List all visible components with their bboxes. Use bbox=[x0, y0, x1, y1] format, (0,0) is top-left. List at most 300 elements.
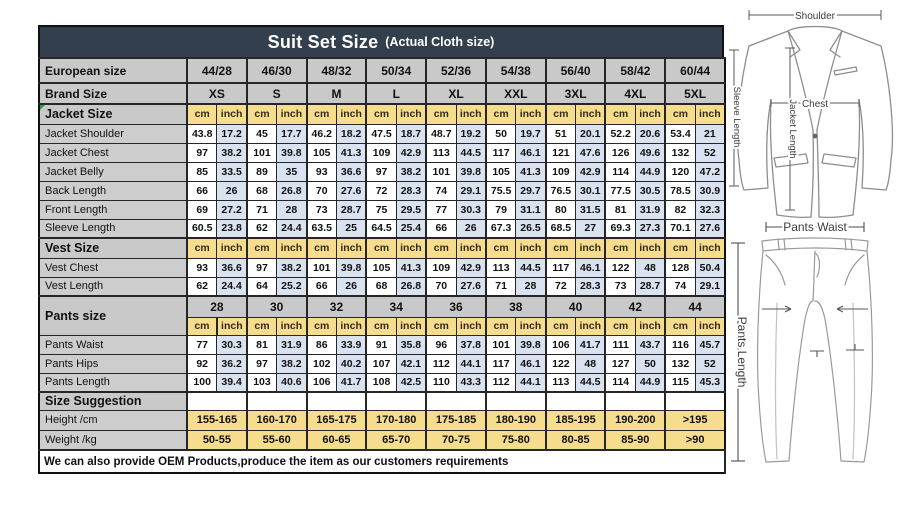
pants-size-value: 28 bbox=[187, 296, 247, 317]
suggestion-cell: 155-165 bbox=[187, 410, 247, 430]
data-cell: 25.2 bbox=[277, 277, 307, 296]
empty-cell bbox=[486, 392, 546, 410]
data-cell: 113 bbox=[546, 373, 576, 392]
european-size-value: 44/28 bbox=[187, 58, 247, 83]
data-cell: 101 bbox=[426, 162, 456, 181]
row-label: Front Length bbox=[39, 200, 187, 219]
brand-size-value: L bbox=[366, 83, 426, 104]
data-cell: 70.1 bbox=[665, 219, 695, 238]
data-cell: 28.7 bbox=[635, 277, 665, 296]
unit-cm-header: cm bbox=[187, 238, 217, 258]
data-cell: 42.9 bbox=[576, 162, 606, 181]
data-cell: 45.7 bbox=[695, 335, 725, 354]
data-cell: 31.5 bbox=[576, 200, 606, 219]
unit-cm-header: cm bbox=[247, 104, 277, 124]
section-label: Jacket Size bbox=[39, 104, 187, 124]
data-cell: 105 bbox=[486, 162, 516, 181]
brand-size-label: Brand Size bbox=[39, 83, 187, 104]
data-cell: 50.4 bbox=[695, 258, 725, 277]
pants-size-value: 36 bbox=[426, 296, 486, 317]
data-cell: 25 bbox=[336, 219, 366, 238]
brand-size-value: XL bbox=[426, 83, 486, 104]
unit-cm-header: cm bbox=[307, 238, 337, 258]
brand-size-value: XXL bbox=[486, 83, 546, 104]
pants-size-value: 42 bbox=[605, 296, 665, 317]
unit-cm-header: cm bbox=[426, 238, 456, 258]
data-cell: 73 bbox=[605, 277, 635, 296]
data-cell: 50 bbox=[635, 354, 665, 373]
unit-inch-header: inch bbox=[456, 317, 486, 335]
unit-inch-header: inch bbox=[336, 104, 366, 124]
suggestion-cell: >195 bbox=[665, 410, 725, 430]
data-cell: 71 bbox=[247, 200, 277, 219]
data-cell: 52.2 bbox=[605, 124, 635, 143]
brand-size-value: 3XL bbox=[546, 83, 606, 104]
suggestion-cell: 70-75 bbox=[426, 430, 486, 450]
unit-cm-header: cm bbox=[665, 104, 695, 124]
unit-cm-header: cm bbox=[486, 317, 516, 335]
unit-inch-header: inch bbox=[516, 238, 546, 258]
suggestion-cell: 165-175 bbox=[307, 410, 367, 430]
data-cell: 117 bbox=[486, 143, 516, 162]
pants-waist-label: Pants Waist bbox=[783, 220, 847, 234]
data-cell: 66 bbox=[426, 219, 456, 238]
data-cell: 74 bbox=[426, 181, 456, 200]
unit-inch-header: inch bbox=[516, 104, 546, 124]
data-cell: 29.7 bbox=[516, 181, 546, 200]
unit-inch-header: inch bbox=[336, 238, 366, 258]
data-cell: 41.7 bbox=[576, 335, 606, 354]
data-cell: 71 bbox=[486, 277, 516, 296]
data-cell: 73 bbox=[307, 200, 337, 219]
data-cell: 46.2 bbox=[307, 124, 337, 143]
data-cell: 38.2 bbox=[396, 162, 426, 181]
european-size-label: European size bbox=[39, 58, 187, 83]
data-cell: 101 bbox=[486, 335, 516, 354]
unit-inch-header: inch bbox=[396, 317, 426, 335]
unit-inch-header: inch bbox=[695, 238, 725, 258]
data-cell: 27 bbox=[576, 219, 606, 238]
data-cell: 132 bbox=[665, 354, 695, 373]
data-cell: 26.8 bbox=[396, 277, 426, 296]
data-cell: 49.6 bbox=[635, 143, 665, 162]
data-cell: 122 bbox=[605, 258, 635, 277]
data-cell: 30.5 bbox=[635, 181, 665, 200]
suggestion-cell: 160-170 bbox=[247, 410, 307, 430]
unit-cm-header: cm bbox=[605, 238, 635, 258]
data-cell: 48.7 bbox=[426, 124, 456, 143]
suggestion-cell: 50-55 bbox=[187, 430, 247, 450]
data-cell: 121 bbox=[546, 143, 576, 162]
european-size-value: 50/34 bbox=[366, 58, 426, 83]
data-cell: 69 bbox=[187, 200, 217, 219]
data-cell: 30.9 bbox=[695, 181, 725, 200]
unit-cm-header: cm bbox=[187, 317, 217, 335]
data-cell: 44.1 bbox=[456, 354, 486, 373]
data-cell: 62 bbox=[187, 277, 217, 296]
unit-inch-header: inch bbox=[516, 317, 546, 335]
data-cell: 33.5 bbox=[217, 162, 247, 181]
data-cell: 107 bbox=[366, 354, 396, 373]
european-size-value: 60/44 bbox=[665, 58, 725, 83]
data-cell: 43.7 bbox=[635, 335, 665, 354]
data-cell: 86 bbox=[307, 335, 337, 354]
data-cell: 26.5 bbox=[516, 219, 546, 238]
empty-cell bbox=[426, 392, 486, 410]
suggestion-cell: 185-195 bbox=[546, 410, 606, 430]
data-cell: 117 bbox=[546, 258, 576, 277]
data-cell: 38.2 bbox=[277, 354, 307, 373]
data-cell: 62 bbox=[247, 219, 277, 238]
data-cell: 36.6 bbox=[336, 162, 366, 181]
data-cell: 113 bbox=[426, 143, 456, 162]
data-cell: 28 bbox=[277, 200, 307, 219]
suit-measurement-diagram bbox=[722, 0, 914, 522]
data-cell: 19.2 bbox=[456, 124, 486, 143]
data-cell: 64 bbox=[247, 277, 277, 296]
section-label: Vest Size bbox=[39, 238, 187, 258]
data-cell: 44.9 bbox=[635, 373, 665, 392]
unit-cm-header: cm bbox=[366, 238, 396, 258]
unit-inch-header: inch bbox=[277, 104, 307, 124]
suggestion-cell: >90 bbox=[665, 430, 725, 450]
data-cell: 120 bbox=[665, 162, 695, 181]
data-cell: 47.2 bbox=[695, 162, 725, 181]
data-cell: 46.1 bbox=[516, 143, 546, 162]
data-cell: 42.9 bbox=[456, 258, 486, 277]
data-cell: 43.3 bbox=[456, 373, 486, 392]
data-cell: 26 bbox=[336, 277, 366, 296]
unit-inch-header: inch bbox=[217, 238, 247, 258]
data-cell: 30.3 bbox=[456, 200, 486, 219]
data-cell: 50 bbox=[486, 124, 516, 143]
data-cell: 35.8 bbox=[396, 335, 426, 354]
unit-inch-header: inch bbox=[635, 238, 665, 258]
data-cell: 31.9 bbox=[277, 335, 307, 354]
unit-cm-header: cm bbox=[307, 317, 337, 335]
data-cell: 27.2 bbox=[217, 200, 247, 219]
data-cell: 39.8 bbox=[456, 162, 486, 181]
data-cell: 44.5 bbox=[516, 258, 546, 277]
data-cell: 41.3 bbox=[336, 143, 366, 162]
data-cell: 28.7 bbox=[336, 200, 366, 219]
data-cell: 70 bbox=[426, 277, 456, 296]
data-cell: 44.5 bbox=[576, 373, 606, 392]
european-size-value: 58/42 bbox=[605, 58, 665, 83]
unit-inch-header: inch bbox=[635, 104, 665, 124]
pants-inner-measures bbox=[762, 306, 868, 357]
pants-length-label: Pants Length bbox=[735, 316, 749, 388]
row-label: Jacket Shoulder bbox=[39, 124, 187, 143]
data-cell: 93 bbox=[307, 162, 337, 181]
data-cell: 72 bbox=[546, 277, 576, 296]
unit-cm-header: cm bbox=[187, 104, 217, 124]
data-cell: 27.6 bbox=[456, 277, 486, 296]
data-cell: 78.5 bbox=[665, 181, 695, 200]
data-cell: 109 bbox=[546, 162, 576, 181]
row-label: Pants Length bbox=[39, 373, 187, 392]
brand-size-value: 4XL bbox=[605, 83, 665, 104]
data-cell: 105 bbox=[366, 258, 396, 277]
unit-inch-header: inch bbox=[695, 317, 725, 335]
data-cell: 53.4 bbox=[665, 124, 695, 143]
data-cell: 46.1 bbox=[576, 258, 606, 277]
european-size-value: 54/38 bbox=[486, 58, 546, 83]
data-cell: 116 bbox=[665, 335, 695, 354]
unit-inch-header: inch bbox=[277, 238, 307, 258]
data-cell: 60.5 bbox=[187, 219, 217, 238]
data-cell: 41.7 bbox=[336, 373, 366, 392]
unit-inch-header: inch bbox=[576, 317, 606, 335]
unit-cm-header: cm bbox=[486, 104, 516, 124]
data-cell: 29.1 bbox=[456, 181, 486, 200]
unit-inch-header: inch bbox=[576, 238, 606, 258]
data-cell: 109 bbox=[366, 143, 396, 162]
row-label: Pants Waist bbox=[39, 335, 187, 354]
jacket-outline bbox=[738, 27, 893, 218]
data-cell: 103 bbox=[247, 373, 277, 392]
data-cell: 37.8 bbox=[456, 335, 486, 354]
data-cell: 122 bbox=[546, 354, 576, 373]
data-cell: 28 bbox=[516, 277, 546, 296]
data-cell: 64.5 bbox=[366, 219, 396, 238]
data-cell: 39.8 bbox=[277, 143, 307, 162]
european-size-value: 46/30 bbox=[247, 58, 307, 83]
unit-cm-header: cm bbox=[426, 104, 456, 124]
data-cell: 128 bbox=[665, 258, 695, 277]
data-cell: 74 bbox=[665, 277, 695, 296]
data-cell: 32.3 bbox=[695, 200, 725, 219]
data-cell: 27.6 bbox=[336, 181, 366, 200]
unit-cm-header: cm bbox=[665, 238, 695, 258]
unit-inch-header: inch bbox=[217, 317, 247, 335]
table-title: Suit Set Size bbox=[267, 31, 379, 52]
data-cell: 52 bbox=[695, 354, 725, 373]
section-label: Pants size bbox=[39, 296, 187, 335]
unit-inch-header: inch bbox=[277, 317, 307, 335]
data-cell: 92 bbox=[187, 354, 217, 373]
suggestion-cell: 175-185 bbox=[426, 410, 486, 430]
unit-cm-header: cm bbox=[307, 104, 337, 124]
data-cell: 19.7 bbox=[516, 124, 546, 143]
data-cell: 30.3 bbox=[217, 335, 247, 354]
section-label: Size Suggestion bbox=[39, 392, 187, 410]
unit-inch-header: inch bbox=[217, 104, 247, 124]
data-cell: 127 bbox=[605, 354, 635, 373]
data-cell: 93 bbox=[187, 258, 217, 277]
data-cell: 106 bbox=[546, 335, 576, 354]
data-cell: 43.8 bbox=[187, 124, 217, 143]
data-cell: 39.8 bbox=[336, 258, 366, 277]
data-cell: 89 bbox=[247, 162, 277, 181]
data-cell: 27.6 bbox=[695, 219, 725, 238]
data-cell: 41.3 bbox=[516, 162, 546, 181]
data-cell: 39.8 bbox=[516, 335, 546, 354]
european-size-value: 56/40 bbox=[546, 58, 606, 83]
jacket-button bbox=[813, 134, 818, 139]
unit-cm-header: cm bbox=[605, 104, 635, 124]
unit-inch-header: inch bbox=[396, 104, 426, 124]
row-label: Jacket Chest bbox=[39, 143, 187, 162]
data-cell: 67.3 bbox=[486, 219, 516, 238]
data-cell: 110 bbox=[426, 373, 456, 392]
unit-inch-header: inch bbox=[576, 104, 606, 124]
oem-note: We can also provide OEM Products,produce the item as our customers requirements bbox=[39, 450, 725, 473]
data-cell: 45 bbox=[247, 124, 277, 143]
unit-inch-header: inch bbox=[456, 104, 486, 124]
unit-inch-header: inch bbox=[695, 104, 725, 124]
empty-cell bbox=[366, 392, 426, 410]
pants-size-value: 32 bbox=[307, 296, 367, 317]
empty-cell bbox=[665, 392, 725, 410]
data-cell: 27.3 bbox=[635, 219, 665, 238]
data-cell: 106 bbox=[307, 373, 337, 392]
data-cell: 101 bbox=[247, 143, 277, 162]
pants-size-value: 40 bbox=[546, 296, 606, 317]
data-cell: 97 bbox=[247, 354, 277, 373]
data-cell: 63.5 bbox=[307, 219, 337, 238]
unit-cm-header: cm bbox=[366, 317, 396, 335]
suggestion-cell: 55-60 bbox=[247, 430, 307, 450]
data-cell: 97 bbox=[366, 162, 396, 181]
data-cell: 112 bbox=[486, 373, 516, 392]
data-cell: 66 bbox=[187, 181, 217, 200]
data-cell: 68 bbox=[247, 181, 277, 200]
unit-cm-header: cm bbox=[247, 317, 277, 335]
unit-inch-header: inch bbox=[396, 238, 426, 258]
suggestion-cell: 65-70 bbox=[366, 430, 426, 450]
data-cell: 31.1 bbox=[516, 200, 546, 219]
unit-cm-header: cm bbox=[546, 238, 576, 258]
data-cell: 42.9 bbox=[396, 143, 426, 162]
data-cell: 126 bbox=[605, 143, 635, 162]
table-subtitle: (Actual Cloth size) bbox=[385, 35, 495, 49]
data-cell: 70 bbox=[307, 181, 337, 200]
data-cell: 79 bbox=[486, 200, 516, 219]
data-cell: 101 bbox=[307, 258, 337, 277]
data-cell: 41.3 bbox=[396, 258, 426, 277]
data-cell: 33.9 bbox=[336, 335, 366, 354]
data-cell: 24.4 bbox=[217, 277, 247, 296]
data-cell: 26 bbox=[217, 181, 247, 200]
sleeve-length-label: Sleeve Length bbox=[731, 86, 742, 148]
data-cell: 109 bbox=[426, 258, 456, 277]
data-cell: 38.2 bbox=[277, 258, 307, 277]
data-cell: 44.5 bbox=[456, 143, 486, 162]
data-cell: 47.6 bbox=[576, 143, 606, 162]
data-cell: 17.7 bbox=[277, 124, 307, 143]
data-cell: 85 bbox=[187, 162, 217, 181]
row-label: Sleeve Length bbox=[39, 219, 187, 238]
data-cell: 44.9 bbox=[635, 162, 665, 181]
data-cell: 108 bbox=[366, 373, 396, 392]
data-cell: 81 bbox=[247, 335, 277, 354]
pants-size-value: 38 bbox=[486, 296, 546, 317]
size-table bbox=[38, 57, 726, 474]
data-cell: 91 bbox=[366, 335, 396, 354]
data-cell: 72 bbox=[366, 181, 396, 200]
suggestion-cell: 60-65 bbox=[307, 430, 367, 450]
data-cell: 80 bbox=[546, 200, 576, 219]
empty-cell bbox=[247, 392, 307, 410]
unit-cm-header: cm bbox=[605, 317, 635, 335]
unit-cm-header: cm bbox=[366, 104, 396, 124]
brand-size-value: S bbox=[247, 83, 307, 104]
empty-cell bbox=[187, 392, 247, 410]
brand-size-value: XS bbox=[187, 83, 247, 104]
data-cell: 81 bbox=[605, 200, 635, 219]
data-cell: 28.3 bbox=[576, 277, 606, 296]
jacket-length-label: Jacket Length bbox=[787, 99, 798, 159]
suggestion-cell: 180-190 bbox=[486, 410, 546, 430]
unit-cm-header: cm bbox=[486, 238, 516, 258]
data-cell: 82 bbox=[665, 200, 695, 219]
data-cell: 18.2 bbox=[336, 124, 366, 143]
table-title-bar bbox=[38, 25, 724, 57]
data-cell: 68 bbox=[366, 277, 396, 296]
data-cell: 112 bbox=[426, 354, 456, 373]
data-cell: 24.4 bbox=[277, 219, 307, 238]
empty-cell bbox=[605, 392, 665, 410]
data-cell: 77 bbox=[426, 200, 456, 219]
data-cell: 30.1 bbox=[576, 181, 606, 200]
suggestion-cell: 85-90 bbox=[605, 430, 665, 450]
data-cell: 26.8 bbox=[277, 181, 307, 200]
data-cell: 21 bbox=[695, 124, 725, 143]
suggestion-cell: 190-200 bbox=[605, 410, 665, 430]
data-cell: 25.4 bbox=[396, 219, 426, 238]
data-cell: 42.5 bbox=[396, 373, 426, 392]
data-cell: 29.5 bbox=[396, 200, 426, 219]
data-cell: 17.2 bbox=[217, 124, 247, 143]
row-label: Weight /kg bbox=[39, 430, 187, 450]
data-cell: 114 bbox=[605, 373, 635, 392]
row-label: Vest Length bbox=[39, 277, 187, 296]
data-cell: 26 bbox=[456, 219, 486, 238]
data-cell: 96 bbox=[426, 335, 456, 354]
data-cell: 132 bbox=[665, 143, 695, 162]
data-cell: 69.3 bbox=[605, 219, 635, 238]
data-cell: 48 bbox=[576, 354, 606, 373]
pants-size-value: 44 bbox=[665, 296, 725, 317]
suggestion-cell: 170-180 bbox=[366, 410, 426, 430]
data-cell: 36.6 bbox=[217, 258, 247, 277]
data-cell: 47.5 bbox=[366, 124, 396, 143]
unit-cm-header: cm bbox=[247, 238, 277, 258]
data-cell: 23.8 bbox=[217, 219, 247, 238]
data-cell: 115 bbox=[665, 373, 695, 392]
suggestion-cell: 75-80 bbox=[486, 430, 546, 450]
european-size-value: 52/36 bbox=[426, 58, 486, 83]
row-label: Height /cm bbox=[39, 410, 187, 430]
data-cell: 29.1 bbox=[695, 277, 725, 296]
size-chart-sheet bbox=[38, 25, 724, 474]
data-cell: 52 bbox=[695, 143, 725, 162]
unit-inch-header: inch bbox=[336, 317, 366, 335]
data-cell: 40.6 bbox=[277, 373, 307, 392]
row-label: Back Length bbox=[39, 181, 187, 200]
unit-cm-header: cm bbox=[546, 104, 576, 124]
data-cell: 113 bbox=[486, 258, 516, 277]
data-cell: 44.1 bbox=[516, 373, 546, 392]
unit-cm-header: cm bbox=[665, 317, 695, 335]
empty-cell bbox=[307, 392, 367, 410]
suggestion-cell: 80-85 bbox=[546, 430, 606, 450]
data-cell: 100 bbox=[187, 373, 217, 392]
row-label: Pants Hips bbox=[39, 354, 187, 373]
data-cell: 46.1 bbox=[516, 354, 546, 373]
brand-size-value: 5XL bbox=[665, 83, 725, 104]
